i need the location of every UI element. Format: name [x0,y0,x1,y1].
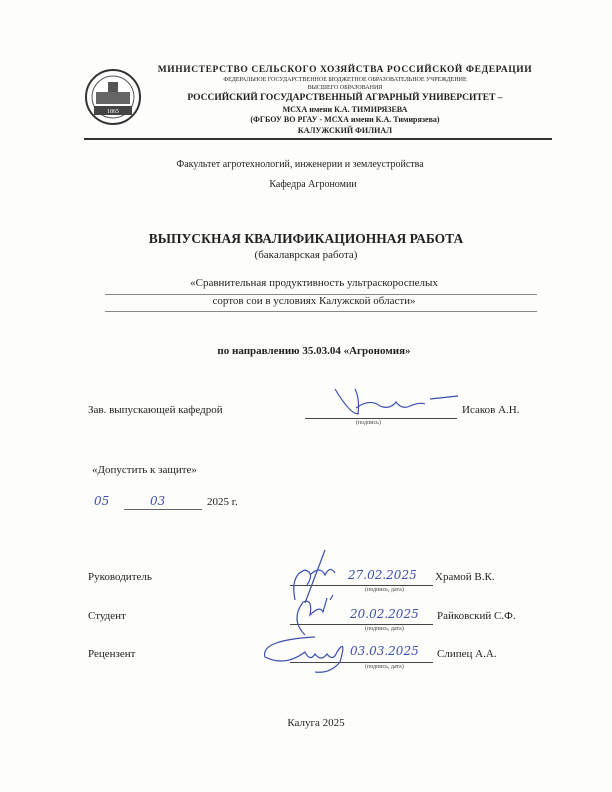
footer-city-year: Калуга 2025 [287,717,345,729]
header-divider [84,138,552,140]
document-title: ВЫПУСКНАЯ КВАЛИФИКАЦИОННАЯ РАБОТА [148,231,464,246]
signature [255,632,350,677]
institution-type-1: ФЕДЕРАЛЬНОЕ ГОСУДАРСТВЕННОЕ БЮДЖЕТНОЕ ОБРАЗОВАТЕЛЬНОЕ УЧРЕЖДЕНИЕ [223,77,467,83]
university-short: (ФГБОУ ВО РГАУ - МСХА имени К.А. Тимирязева) [250,115,440,124]
topic-underline-2 [105,311,537,312]
ministry: МИНИСТЕРСТВО СЕЛЬСКОГО ХОЗЯЙСТВА РОССИЙСКОЙ ФЕДЕРАЦИИ [157,65,533,75]
admit-month: 03 [150,494,166,508]
admit-day: 05 [94,494,110,508]
signer-role: Студент [88,610,126,622]
admit-year: 2025 г. [207,496,238,508]
head-signature [330,384,460,420]
department: Кафедра Агрономии [269,179,357,190]
signature-caption: (подпись, дата) [365,626,404,632]
head-caption: (подпись) [356,420,381,426]
university-logo [84,68,142,126]
head-role: Зав. выпускающей кафедрой [88,404,223,416]
document-subtitle: (бакалаврская работа) [254,249,358,261]
signature-date: 03.03.2025 [350,644,419,658]
signer-name: Райковский С.Ф. [437,610,516,622]
topic-line-1: «Сравнительная продуктивность ультраскороспелых [190,277,438,289]
head-name: Исаков А.Н. [462,404,520,416]
admit-text: «Допустить к защите» [92,464,197,476]
logo-year: 1865 [107,109,119,115]
signer-role: Рецензент [88,648,136,660]
branch-name: КАЛУЖСКИЙ ФИЛИАЛ [297,126,393,135]
faculty: Факультет агротехнологий, инженерии и землеустройства [176,159,424,170]
signature-date: 27.02.2025 [348,568,417,582]
signature-caption: (подпись, дата) [365,587,404,593]
signature-date: 20.02.2025 [350,607,419,621]
signer-name: Слипец А.А. [437,648,497,660]
university-name: РОССИЙСКИЙ ГОСУДАРСТВЕННЫЙ АГРАРНЫЙ УНИВЕРСИТЕТ – [187,93,503,103]
signature-caption: (подпись, дата) [365,664,404,670]
admit-month-line [124,509,202,510]
institution-type-2: ВЫСШЕГО ОБРАЗОВАНИЯ [307,85,383,91]
signer-name: Храмой В.К. [435,571,495,583]
university-name-2: МСХА имени К.А. ТИМИРЯЗЕВА [282,105,408,114]
signer-role: Руководитель [88,571,152,583]
direction: по направлению 35.03.04 «Агрономия» [217,345,411,357]
topic-line-2: сортов сои в условиях Калужской области» [212,295,416,307]
